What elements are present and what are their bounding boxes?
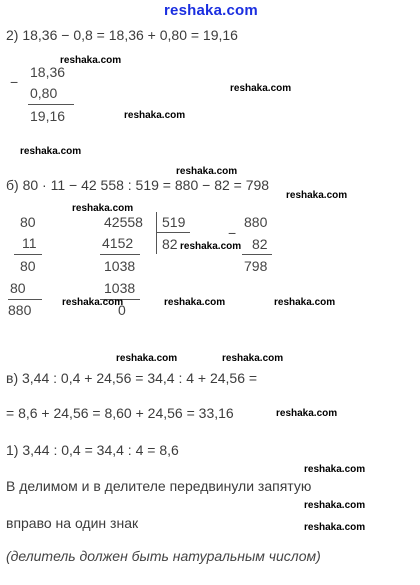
remainder-final: 0: [118, 302, 126, 318]
part2-equation: 2) 18,36 − 0,8 = 18,36 + 0,80 = 19,16: [6, 27, 238, 43]
division-bracket-vertical: [156, 212, 157, 254]
quotient: 82: [162, 236, 178, 252]
watermark: reshaka.com: [20, 146, 82, 157]
watermark: reshaka.com: [176, 166, 238, 177]
factor-a: 80: [20, 214, 36, 230]
partial-product-1: 80: [20, 258, 36, 274]
site-header[interactable]: reshaka.com: [164, 2, 258, 19]
watermark: reshaka.com: [304, 500, 366, 511]
partv-step-1: 1) 3,44 : 0,4 = 34,4 : 4 = 8,6: [6, 442, 179, 458]
result-line: [242, 254, 272, 255]
watermark: reshaka.com: [62, 297, 124, 308]
explanation-line-2: вправо на один знак: [6, 515, 139, 531]
divisor: 519: [162, 214, 186, 230]
minuend: 880: [244, 214, 268, 230]
factor-b: 11: [22, 235, 37, 251]
watermark: reshaka.com: [276, 408, 338, 419]
product-result: 880: [8, 302, 32, 318]
subtrahend: 82: [252, 236, 268, 252]
watermark: reshaka.com: [124, 110, 186, 121]
difference: 19,16: [30, 108, 66, 124]
watermark: reshaka.com: [60, 55, 122, 66]
minuend: 18,36: [30, 64, 66, 80]
division-bracket-horizontal: [156, 232, 190, 233]
watermark: reshaka.com: [180, 241, 242, 252]
product-line: [14, 254, 42, 255]
step-line-1: [100, 254, 140, 255]
remainder-1: 1038: [104, 258, 136, 274]
watermark: reshaka.com: [304, 522, 366, 533]
sum-line: [28, 104, 74, 105]
explanation-line-1: В делимом и в делителе передвинули запятую: [6, 478, 312, 494]
partv-equation-1: в) 3,44 : 0,4 + 24,56 = 34,4 : 4 + 24,56 =: [6, 370, 258, 386]
watermark: reshaka.com: [230, 83, 292, 94]
subtrahend-2: 1038: [104, 280, 136, 296]
subtrahend: 0,80: [30, 85, 58, 101]
minus-sign: −: [228, 225, 237, 241]
partv-equation-2: = 8,6 + 24,56 = 8,60 + 24,56 = 33,16: [6, 405, 234, 421]
watermark: reshaka.com: [222, 353, 284, 364]
partial-product-2: 80: [10, 280, 26, 296]
minus-sign: −: [10, 74, 19, 90]
watermark: reshaka.com: [304, 464, 366, 475]
watermark: reshaka.com: [72, 203, 134, 214]
watermark: reshaka.com: [116, 353, 178, 364]
subtrahend-1: 4152: [102, 235, 134, 251]
watermark: reshaka.com: [274, 297, 336, 308]
difference: 798: [244, 258, 268, 274]
watermark: reshaka.com: [286, 190, 348, 201]
result-line: [8, 299, 42, 300]
partb-equation: б) 80 · 11 − 42 558 : 519 = 880 − 82 = 798: [6, 177, 270, 193]
dividend: 42558: [104, 214, 143, 230]
divisor-note: (делитель должен быть натуральным числом): [6, 548, 321, 564]
watermark: reshaka.com: [164, 297, 226, 308]
